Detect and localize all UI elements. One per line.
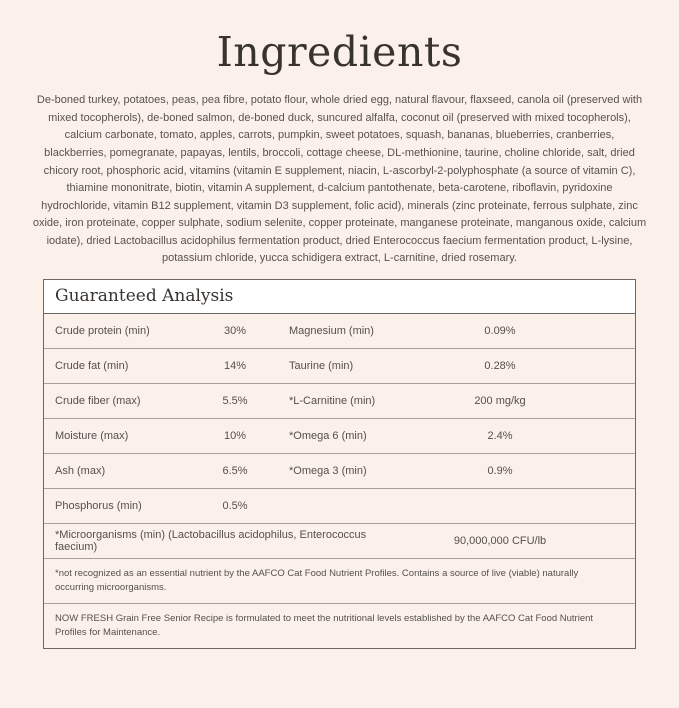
nutrient-label: *L-Carnitine (min) [289, 395, 376, 408]
nutrient-label: Crude protein (min) [55, 325, 150, 338]
microorganisms-value: 90,000,000 CFU/lb [453, 535, 547, 548]
nutrient-value: 2.4% [487, 430, 513, 443]
analysis-row [44, 453, 635, 488]
nutrient-value: 30% [223, 325, 247, 338]
analysis-row [44, 383, 635, 418]
microorganisms-row [44, 523, 635, 558]
nutrient-label: *Omega 6 (min) [289, 430, 367, 443]
analysis-row [44, 314, 635, 348]
nutrient-value: 6.5% [222, 465, 248, 478]
nutrient-label: Phosphorus (min) [55, 500, 142, 513]
guaranteed-analysis-table [43, 279, 636, 649]
nutrient-value: 0.28% [484, 360, 516, 373]
nutrient-value: 10% [223, 430, 247, 443]
page-title: Ingredients [216, 28, 463, 76]
nutrient-label: Taurine (min) [289, 360, 354, 373]
nutrient-value: 5.5% [222, 395, 248, 408]
analysis-row [44, 488, 635, 523]
ingredients-text: De-boned turkey, potatoes, peas, pea fibre, potato flour, whole dried egg, natural flavour, flaxseed, canola oil (preserved with mixed tocopherols), de-boned salmon, de-boned duck, suncured alfalfa, coconut oil (preserved with mixed tocopherols), calcium carbonate, tomato, apples, carrots, pumpkin, sweet potatoes, squash, bananas, blueberries, cranberries, blackberries, pomegranate, papayas, lentils, broccoli, cottage cheese, DL-methionine, taurine, choline chloride, salt, dried chicory root, phosphoric acid, vitamins (vitamin E supplement, niacin, L-ascorbyl-2-polyphosphate (a source of vitamin C), thiamine mononitrate, biotin, vitamin A supplement, d-calcium pantothenate, beta-carotene, riboflavin, pyridoxine hydrochloride, vitamin B12 supplement, vitamin D3 supplement, folic acid), minerals (zinc proteinate, ferrous sulphate, zinc oxide, iron proteinate, copper sulphate, sodium selenite, copper proteinate, manganese proteinate, manganous oxide, calcium iodate), dried Lactobacillus acidophilus fermentation product, dried Enterococcus faecium fermentation product, L-lysine, potassium chloride, yucca schidigera extract, L-carnitine, dried rosemary. [32, 94, 647, 265]
microorganisms-label: *Microorganisms (min) (Lactobacillus acidophilus, Enterococcus faecium) [55, 529, 367, 554]
ingredients-label [0, 29, 679, 708]
nutrient-label: Crude fiber (max) [55, 395, 141, 408]
nutrient-label: Crude fat (min) [55, 360, 129, 373]
nutrient-value: 0.09% [484, 325, 516, 338]
nutrient-label: Magnesium (min) [289, 325, 374, 338]
nutrient-value: 0.5% [222, 500, 248, 513]
guaranteed-analysis-rows [44, 314, 635, 523]
nutrient-value: 14% [223, 360, 247, 373]
analysis-row [44, 348, 635, 383]
nutrient-value: 200 mg/kg [474, 395, 526, 408]
nutrient-label: *Omega 3 (min) [289, 465, 367, 478]
nutrient-label: Ash (max) [55, 465, 106, 478]
analysis-row [44, 418, 635, 453]
nutrient-label: Moisture (max) [55, 430, 129, 443]
footnote-aafco-nutrient: *not recognized as an essential nutrient by the AAFCO Cat Food Nutrient Profiles. Contains a source of live (viable) naturally occurring microorganisms. [44, 558, 635, 603]
guaranteed-analysis-heading: Guaranteed Analysis [44, 280, 635, 314]
footnote-formulation-statement: NOW FRESH Grain Free Senior Recipe is formulated to meet the nutritional levels established by the AAFCO Cat Food Nutrient Profiles for Maintenance. [44, 603, 635, 648]
nutrient-value: 0.9% [487, 465, 513, 478]
